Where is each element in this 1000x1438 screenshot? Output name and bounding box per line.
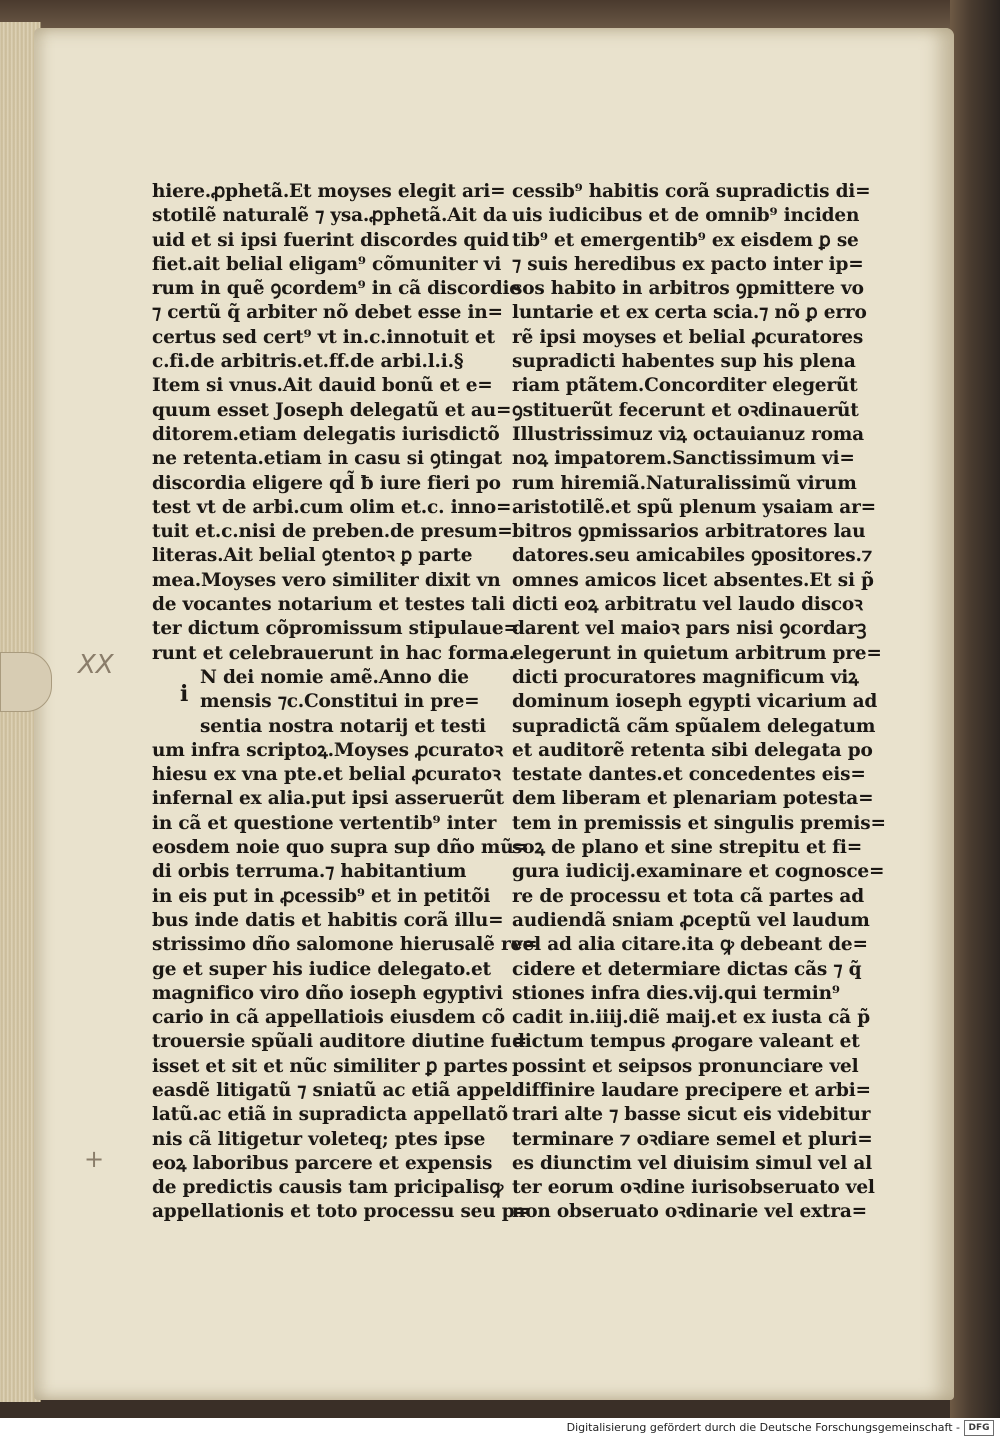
text-line: uis iudicibus et de omnib⁹ inciden — [512, 205, 860, 227]
text-line: hiesu ex vna pte.et belial ꝓcuratoꝛ — [152, 764, 501, 786]
text-line: ge et super his iudice delegato.et — [152, 958, 491, 980]
text-line: sentia nostra notarij et testi — [200, 715, 486, 737]
text-line: diffinire laudare precipere et arbi= — [512, 1079, 871, 1101]
text-line: mea.Moyses vero similiter dixit vn — [152, 569, 501, 591]
text-line: eosdem noie quo supra sup dño mũ= — [152, 837, 529, 859]
text-line: elegerunt in quietum arbitrum pre= — [512, 642, 882, 664]
text-line: terminare ⁊ oꝛdiare semel et pluri= — [512, 1128, 873, 1150]
text-line: certus sed cert⁹ vt in.c.innotuit et — [152, 326, 495, 348]
text-line: es diunctim vel diuisim simul vel al — [512, 1152, 872, 1174]
dfg-logo: DFG — [964, 1420, 994, 1436]
text-line: trari alte ⁊ basse sicut eis videbitur — [512, 1104, 871, 1126]
text-line: tem in premissis et singulis premis= — [512, 812, 886, 834]
text-line: cessib⁹ habitis corã supradictis di= — [512, 181, 871, 202]
book-top-edge — [0, 0, 1000, 30]
text-line: omnes amicos licet absentes.Et si p̃ — [512, 569, 874, 591]
text-line: Item si vnus.Ait dauid bonũ et e= — [152, 375, 493, 397]
text-line: in eis put in ꝓcessib⁹ et in petitõi — [152, 885, 491, 907]
text-line: darent vel maioꝛ pars nisi ꝯcordarꝫ — [512, 618, 867, 640]
text-line: latũ.ac etiã in supradicta appellatõ — [152, 1104, 508, 1126]
footer-credit: Digitalisierung gefördert durch die Deutsche Forschungsgemeinschaft - — [566, 1421, 960, 1434]
text-line: N dei nomie amẽ.Anno die — [200, 666, 469, 688]
text-line: ⁊ certũ q̃ arbiter nõ debet esse in= — [152, 302, 503, 324]
text-line: soꝝ de plano et sine strepitu et fi= — [512, 837, 862, 859]
text-line: trouersie spũali auditore diutine fu= — [152, 1031, 527, 1053]
text-line: cario in cã appellatiois eiusdem cõ — [152, 1007, 505, 1029]
text-line: rẽ ipsi moyses et belial ꝓcuratores — [512, 326, 864, 348]
text-line: runt et celebrauerunt in hac forma. — [152, 642, 515, 664]
text-line: re de processu et tota cã partes ad — [512, 885, 864, 907]
text-line: test vt de arbi.cum olim et.c. inno= — [152, 496, 512, 518]
margin-note-xx: XX — [78, 650, 114, 680]
text-line: datores.seu amicabiles ꝯpositores.⁊ — [512, 545, 873, 567]
text-line: um infra scriptoꝝ.Moyses ꝓcuratoꝛ — [152, 739, 503, 761]
text-line: supradictã cãm spũalem delegatum — [512, 715, 876, 737]
text-line: literas.Ait belial ꝯtentoꝛ ꝑ parte — [152, 545, 473, 567]
text-line: ter dictum cõpromissum stipulaue= — [152, 618, 519, 640]
page-clip — [0, 652, 52, 712]
footer-bar — [0, 1418, 1000, 1438]
text-line: Illustrissimuz viꝝ octauianuz roma — [512, 423, 864, 445]
text-line: ꝯstituerũt fecerunt et oꝛdinauerũt — [512, 399, 859, 421]
text-line: di orbis terruma.⁊ habitantium — [152, 861, 467, 883]
text-line: tuit et.c.nisi de preben.de presum= — [152, 521, 513, 543]
text-line: ⁊ suis heredibus ex pacto inter ip= — [512, 253, 864, 275]
text-line: riam ptãtem.Concorditer elegerũt — [512, 375, 858, 397]
text-line: quum esset Joseph delegatũ et au= — [152, 399, 512, 421]
text-column-left — [152, 180, 538, 1225]
text-line: dicti procuratores magnificum viꝝ — [512, 666, 859, 688]
text-line: bitros ꝯpmissarios arbitratores lau — [512, 521, 866, 543]
text-line: gura iudicij.examinare et cognosce= — [512, 861, 885, 883]
text-line: strissimo dño salomone hierusalẽ re= — [152, 934, 538, 956]
text-line: dominum ioseph egypti vicarium ad — [512, 691, 878, 713]
text-line: dictum tempus ꝓrogare valeant et — [512, 1031, 860, 1053]
text-line: discordia eligere qd̃ ƀ iure fieri po — [152, 472, 501, 494]
text-line: luntarie et ex certa scia.⁊ nõ ꝑ erro — [512, 302, 867, 324]
text-line: aristotilẽ.et spũ plenum ysaiam ar= — [512, 496, 876, 518]
text-line: audiendã sniam ꝓceptũ vel laudum — [512, 909, 870, 931]
text-line: cadit in.iiij.diẽ maij.et ex iusta cã p̃ — [512, 1007, 870, 1029]
text-line: noꝝ impatorem.Sanctissimum vi= — [512, 448, 855, 470]
text-line: bus inde datis et habitis corã illu= — [152, 909, 504, 931]
text-line: hiere.ꝓphetã.Et moyses elegit ari= — [152, 181, 506, 202]
text-line: sos habito in arbitros ꝯpmittere vo — [512, 278, 864, 300]
text-line: magnifico viro dño ioseph egyptivi — [152, 982, 503, 1004]
book-binding-edge — [950, 0, 1000, 1418]
text-line: tib⁹ et emergentib⁹ ex eisdem ꝑ se — [512, 229, 859, 251]
text-line: eoꝝ laboribus parcere et expensis — [152, 1152, 493, 1174]
text-line: ter eorum oꝛdine iurisobseruato vel — [512, 1177, 875, 1199]
text-line: mensis ⁊c.Constitui in pre= — [200, 691, 480, 713]
text-line: stiones infra dies.vij.qui termin⁹ — [512, 982, 840, 1004]
text-line: et auditorẽ retenta sibi delegata po — [512, 739, 873, 761]
text-line: non obseruato oꝛdinarie vel extra= — [512, 1201, 867, 1223]
text-line: stotilẽ naturalẽ ⁊ ysa.ꝓphetã.Ait da — [152, 205, 508, 227]
margin-note-plus: + — [84, 1145, 105, 1173]
text-line: ditorem.etiam delegatis iurisdictõ — [152, 423, 500, 445]
initial-letter: i — [180, 681, 189, 707]
text-line: de predictis causis tam pricipalisꝙ — [152, 1177, 504, 1199]
text-line: cidere et determiare dictas cãs ⁊ q̃ — [512, 958, 862, 980]
text-line: supradicti habentes sup his plena — [512, 351, 856, 373]
text-line: isset et sit et nũc similiter ꝑ partes — [152, 1055, 508, 1077]
text-line: infernal ex alia.put ipsi asseruerũt — [152, 788, 504, 810]
text-line: dicti eoꝝ arbitratu vel laudo discoꝛ — [512, 594, 863, 616]
text-line: fiet.ait belial eligam⁹ cõmuniter vi — [152, 253, 502, 275]
text-line: de vocantes notarium et testes tali — [152, 594, 505, 616]
text-line: appellationis et toto processu seu p= — [152, 1201, 530, 1223]
text-line: rum hiremiã.Naturalissimũ virum — [512, 472, 857, 494]
text-line: c.fi.de arbitris.et.ff.de arbi.l.i.§ — [152, 351, 464, 373]
text-line: easdẽ litigatũ ⁊ sniatũ ac etiã appel — [152, 1079, 512, 1101]
text-line: ne retenta.etiam in casu si ꝯtingat — [152, 448, 502, 470]
text-line: dem liberam et plenariam potesta= — [512, 788, 874, 810]
text-line: possint et seipsos pronunciare vel — [512, 1055, 859, 1077]
text-line: rum in quẽ ꝯcordem⁹ in cã discordie — [152, 278, 521, 300]
text-column-right — [512, 180, 886, 1225]
text-line: testate dantes.et concedentes eis= — [512, 764, 866, 786]
text-line: vel ad alia citare.ita ꝙ debeant de= — [512, 934, 868, 956]
text-line: uid et si ipsi fuerint discordes quid — [152, 229, 509, 251]
text-line: in cã et questione vertentib⁹ inter — [152, 812, 497, 834]
text-line: nis cã litigetur voleteq; ptes ipse — [152, 1128, 486, 1150]
